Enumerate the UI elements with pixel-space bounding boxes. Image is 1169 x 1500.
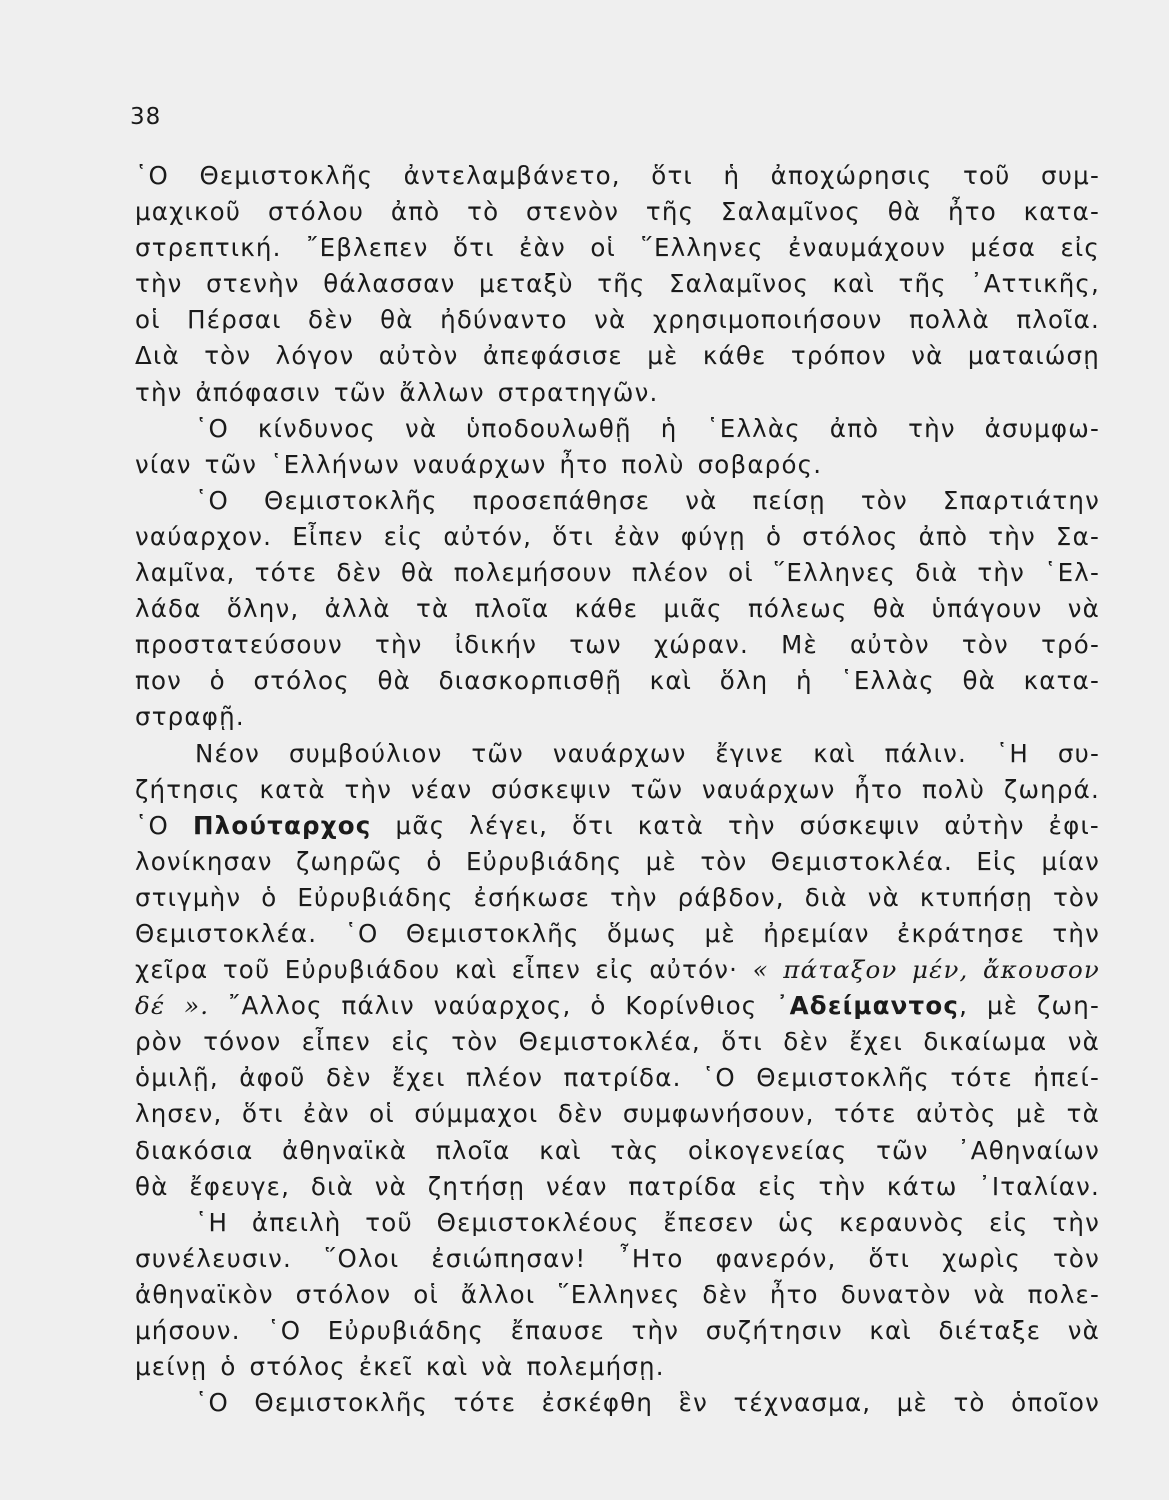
text-fragment: ῎Αλλος πάλιν ναύαρχος, ὁ Κορίνθιος xyxy=(209,991,777,1021)
text-line: ῾Ο Θεμιστοκλῆς ἀντελαμβάνετο, ὅτι ἡ ἀποχώρησις τοῦ συμ- xyxy=(135,161,1100,190)
text-line: στιγμὴν ὁ Εὐρυβιάδης ἐσήκωσε τὴν ράβδον, διὰ νὰ κτυπήσῃ τὸν xyxy=(135,882,1100,912)
text-line: ὁμιλῇ, ἀφοῦ δὲν ἔχει πλέον πατρίδα. ῾Ο Θεμιστοκλῆς τότε ἠπεί- xyxy=(135,1063,1100,1093)
text-line: ναύαρχον. Εἶπεν εἰς αὐτόν, ὅτι ἐὰν φύγῃ ὁ στόλος ἀπὸ τὴν Σα- xyxy=(135,521,1100,551)
text-line: μείνῃ ὁ στόλος ἐκεῖ καὶ νὰ πολεμήσῃ. xyxy=(135,1352,665,1382)
text-line: διακόσια ἀθηναϊκὰ πλοῖα καὶ τὰς οἰκογενείας τῶν ᾿Αθηναίων xyxy=(135,1135,1100,1165)
text-line: τὴν ἀπόφασιν τῶν ἄλλων στρατηγῶν. xyxy=(135,377,659,407)
page-number: 38 xyxy=(130,104,162,130)
text-line-adeimantos xyxy=(135,988,1100,1024)
text-fragment: ῾Ο xyxy=(135,810,193,840)
text-line: θὰ ἔφευγε, διὰ νὰ ζητήσῃ νέαν πατρίδα εἰς τὴν κάτω ᾿Ιταλίαν. xyxy=(135,1171,1100,1201)
text-line: ἀθηναϊκὸν στόλον οἱ ἄλλοι ῞Ελληνες δὲν ἦτο δυνατὸν νὰ πολε- xyxy=(135,1279,1100,1309)
text-line: ῾Ο Θεμιστοκλῆς προσεπάθησε νὰ πείσῃ τὸν Σπαρτιάτην xyxy=(195,485,1100,515)
text-line-plutarch xyxy=(135,808,1100,844)
text-line: οἱ Πέρσαι δὲν θὰ ἠδύναντο νὰ χρησιμοποιήσουν πολλὰ πλοῖα. xyxy=(135,305,1100,335)
name-plutarch: Πλούταρχος xyxy=(192,810,372,840)
quote-text: « πάταξον μέν, ἄκουσον xyxy=(752,955,1101,985)
text-line: τὴν στενὴν θάλασσαν μεταξὺ τῆς Σαλαμῖνος καὶ τῆς ᾿Αττικῆς, xyxy=(135,269,1100,299)
text-line: στρεπτική. ῎Εβλεπεν ὅτι ἐὰν οἱ ῞Ελληνες ἐναυμάχουν μέσα εἰς xyxy=(135,233,1100,263)
text-line: ρὸν τόνον εἶπεν εἰς τὸν Θεμιστοκλέα, ὅτι δὲν ἔχει δικαίωμα νὰ xyxy=(135,1027,1100,1057)
text-line: προστατεύσουν τὴν ἰδικήν των χώραν. Μὲ αὐτὸν τὸν τρό- xyxy=(135,630,1100,660)
text-line: λάδα ὅλην, ἀλλὰ τὰ πλοῖα κάθε μιᾶς πόλεως θὰ ὑπάγουν νὰ xyxy=(135,594,1100,624)
text-line: λαμῖνα, τότε δὲν θὰ πολεμήσουν πλέον οἱ ῞Ελληνες διὰ τὴν ῾Ελ- xyxy=(135,558,1100,588)
text-line: μήσουν. ῾Ο Εὐρυβιάδης ἔπαυσε τὴν συζήτησιν καὶ διέταξε νὰ xyxy=(135,1316,1100,1345)
text-line: Θεμιστοκλέα. ῾Ο Θεμιστοκλῆς ὅμως μὲ ἠρεμίαν ἐκράτησε τὴν xyxy=(135,918,1100,948)
text-line: πον ὁ στόλος θὰ διασκορπισθῇ καὶ ὅλη ἡ ῾Ελλὰς θὰ κατα- xyxy=(135,666,1100,696)
quote-text-end: δέ ». xyxy=(135,991,210,1021)
text-line: μαχικοῦ στόλου ἀπὸ τὸ στενὸν τῆς Σαλαμῖνος θὰ ἦτο κατα- xyxy=(135,197,1100,227)
text-line: ῾Ο Θεμιστοκλῆς τότε ἐσκέφθη ἓν τέχνασμα, μὲ τὸ ὁποῖον xyxy=(195,1388,1100,1418)
text-fragment: , μὲ ζωη- xyxy=(959,991,1100,1021)
body-text xyxy=(135,158,1100,1421)
text-line: νίαν τῶν ῾Ελλήνων ναυάρχων ἦτο πολὺ σοβαρός. xyxy=(135,449,823,479)
text-fragment: χεῖρα τοῦ Εὐρυβιάδου καὶ εἶπεν εἰς αὐτόν· xyxy=(135,955,753,985)
text-line: συνέλευσιν. ῞Ολοι ἐσιώπησαν! ῏Ητο φανερόν, ὅτι χωρὶς τὸν xyxy=(135,1243,1100,1273)
text-fragment: μᾶς λέγει, ὅτι κατὰ τὴν σύσκεψιν αὐτὴν ἐφι- xyxy=(371,810,1100,840)
text-line: λονίκησαν ζωηρῶς ὁ Εὐρυβιάδης μὲ τὸν Θεμιστοκλέα. Εἰς μίαν xyxy=(135,846,1100,876)
text-line-quote xyxy=(135,952,1100,988)
text-line: λησεν, ὅτι ἐὰν οἱ σύμμαχοι δὲν συμφωνήσουν, τότε αὐτὸς μὲ τὰ xyxy=(135,1099,1100,1129)
text-line: ῾Ο κίνδυνος νὰ ὑποδουλωθῇ ἡ ῾Ελλὰς ἀπὸ τὴν ἀσυμφω- xyxy=(195,413,1100,443)
text-line: ῾Η ἀπειλὴ τοῦ Θεμιστοκλέους ἔπεσεν ὡς κεραυνὸς εἰς τὴν xyxy=(195,1207,1100,1237)
name-adeimantos: ᾿Αδείμαντος xyxy=(776,991,960,1021)
text-line: Διὰ τὸν λόγον αὐτὸν ἀπεφάσισε μὲ κάθε τρόπον νὰ ματαιώσῃ xyxy=(135,341,1100,371)
text-line: ζήτησις κατὰ τὴν νέαν σύσκεψιν τῶν ναυάρχων ἦτο πολὺ ζωηρά. xyxy=(135,774,1100,804)
text-line: Νέον συμβούλιον τῶν ναυάρχων ἔγινε καὶ πάλιν. ῾Η συ- xyxy=(195,738,1100,768)
text-line: στραφῇ. xyxy=(135,702,245,732)
